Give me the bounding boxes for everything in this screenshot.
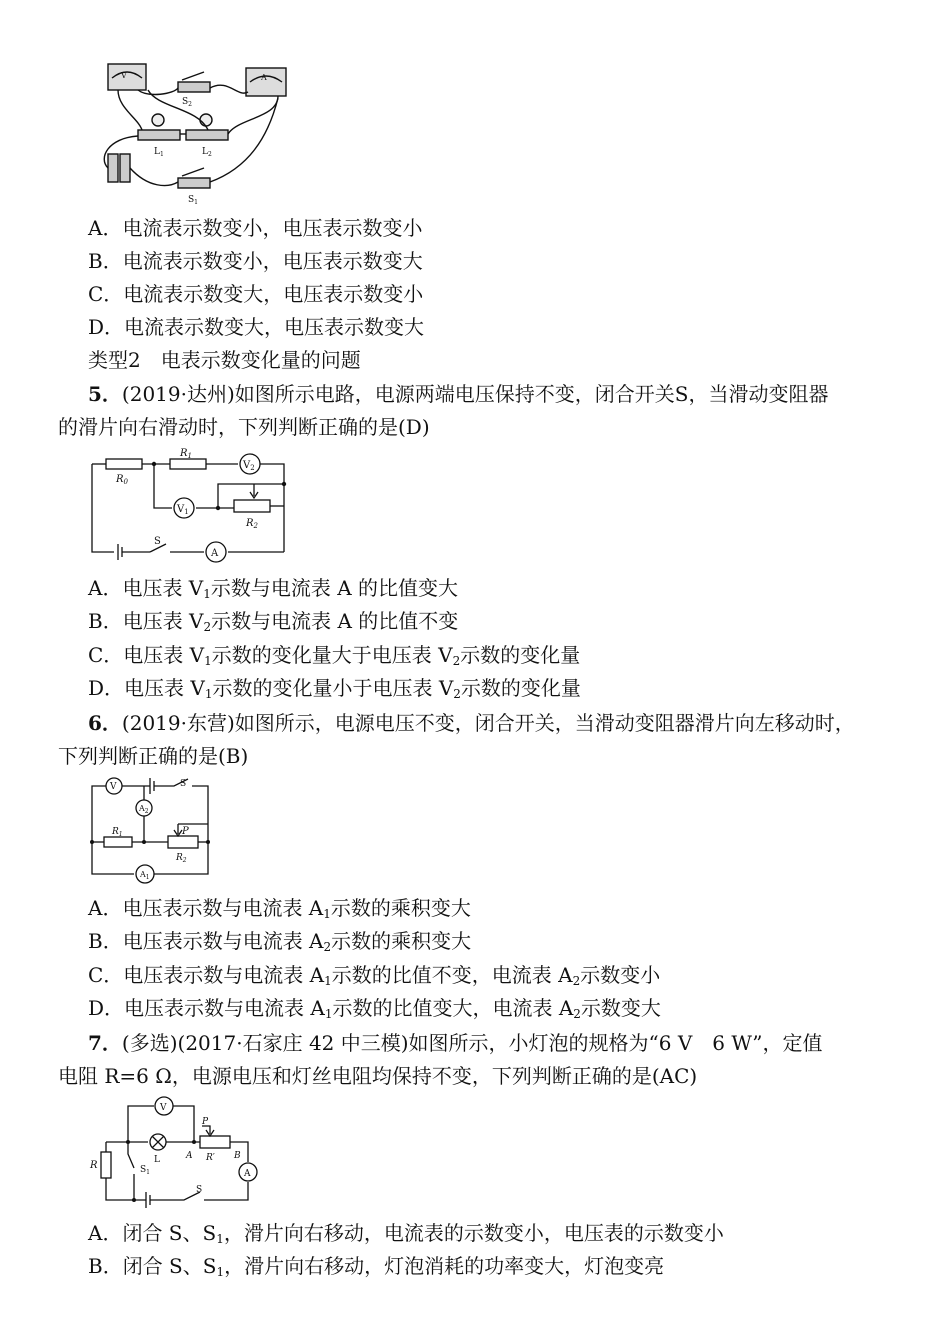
section-heading: 类型2 电表示数变化量的问题 [88, 348, 361, 372]
q7-option-a: A．闭合 S、$S_1$，滑片向右移动，电流表的示数变小，电压表的示数变小 [88, 1221, 724, 1246]
q6-switch-label: S [180, 779, 187, 789]
q6-option-a: A．电压表示数与电流表 $A_1$示数的乘积变大 [88, 896, 471, 921]
q6-stem-line2: 下列判断正确的是(B) [58, 744, 249, 768]
q5-r1-label: $R_1$ [180, 448, 192, 460]
q7-lamp-label: L [154, 1155, 160, 1165]
q5-r2-label: $R_2$ [246, 518, 258, 530]
q5-ammeter-label: A [211, 548, 219, 559]
q4-ammeter-label: A [261, 73, 267, 82]
q7-rheostat-label: R′ [206, 1153, 215, 1163]
q4-option-b: B．电流表示数变小，电压表示数变大 [88, 249, 423, 273]
q4-option-c: C．电流表示数变大，电压表示数变小 [88, 282, 424, 306]
q7-s1-label: $S_1$ [140, 1165, 150, 1176]
q7-node-b-label: B [234, 1151, 241, 1161]
q5-circuit-figure [88, 448, 293, 563]
q7-voltmeter-label: V [160, 1103, 167, 1113]
q7-node-a-label: A [186, 1151, 193, 1161]
q4-s1-label: $S_1$ [188, 195, 198, 206]
q4-voltmeter-label: V [121, 71, 127, 80]
q5-v1-label: $V_1$ [177, 504, 189, 516]
q5-option-d: D．电压表 $V_1$示数的变化量小于电压表 $V_2$示数的变化量 [88, 676, 581, 701]
q7-ammeter-label: A [244, 1169, 251, 1179]
q4-l1-label: $L_1$ [154, 147, 164, 158]
q5-option-b: B．电压表 $V_2$示数与电流表 A 的比值不变 [88, 609, 459, 634]
q6-option-b: B．电压表示数与电流表 $A_2$示数的乘积变大 [88, 929, 472, 954]
q5-switch-label: S [154, 536, 161, 547]
q6-a1-label: $A_1$ [140, 870, 150, 881]
q6-r1-label: $R_1$ [112, 827, 123, 838]
q5-option-c: C．电压表 $V_1$示数的变化量大于电压表 $V_2$示数的变化量 [88, 643, 581, 668]
q4-l2-label: $L_2$ [202, 147, 212, 158]
q5-r0-label: $R_0$ [116, 474, 128, 486]
q4-circuit-figure [78, 58, 308, 208]
q7-circuit-figure [88, 1096, 260, 1210]
q6-stem-line1: 6．(2019·东营)如图所示，电源电压不变，闭合开关，当滑动变阻器滑片向左移动时， [88, 711, 855, 735]
q4-option-d: D．电流表示数变大，电压表示数变大 [88, 315, 425, 339]
q4-s2-label: $S_2$ [182, 97, 192, 108]
q7-p-label: P [202, 1117, 209, 1127]
q5-stem-line2: 的滑片向右滑动时，下列判断正确的是(D) [58, 415, 430, 439]
q7-resistor-label: R [90, 1160, 98, 1171]
q6-a2-label: $A_2$ [139, 804, 149, 815]
q7-stem-line1: 7．(多选)(2017·石家庄 42 中三模)如图所示，小灯泡的规格为“6 V 6 W”，定值 [88, 1031, 823, 1055]
q6-option-d: D．电压表示数与电流表 $A_1$示数的比值变大，电流表 $A_2$示数变大 [88, 996, 661, 1021]
q5-option-a: A．电压表 $V_1$示数与电流表 A 的比值变大 [88, 576, 459, 601]
q6-circuit-figure [88, 774, 218, 886]
q6-option-c: C．电压表示数与电流表 $A_1$示数的比值不变，电流表 $A_2$示数变小 [88, 963, 661, 988]
q6-p-label: P [182, 826, 189, 837]
q7-switch-label: S [196, 1185, 203, 1195]
q5-stem-line1: 5．(2019·达州)如图所示电路，电源两端电压保持不变，闭合开关S，当滑动变阻器 [88, 382, 829, 406]
q7-stem-line2: 电阻 R=6 Ω，电源电压和灯丝电阻均保持不变，下列判断正确的是(AC) [58, 1064, 698, 1088]
q5-v2-label: $V_2$ [243, 460, 255, 472]
q4-option-a: A．电流表示数变小，电压表示数变小 [88, 216, 423, 240]
q7-option-b: B．闭合 S、$S_1$，滑片向右移动，灯泡消耗的功率变大，灯泡变亮 [88, 1254, 665, 1279]
q6-voltmeter-label: V [110, 782, 117, 792]
q6-r2-label: $R_2$ [176, 853, 187, 864]
